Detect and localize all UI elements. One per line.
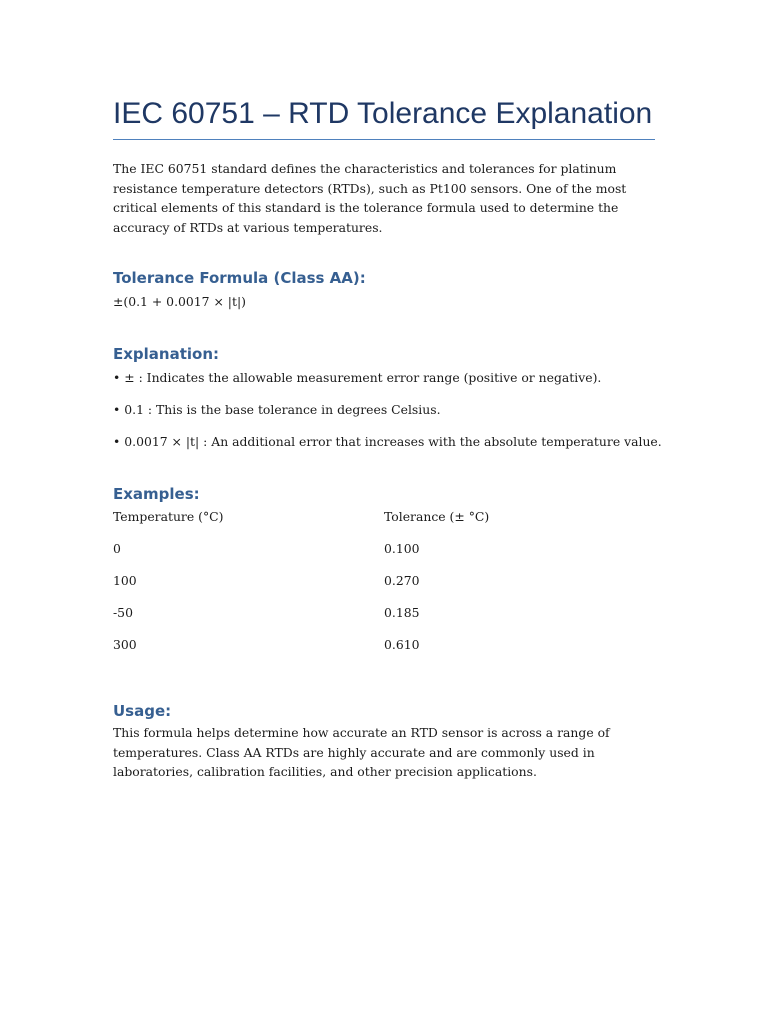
table-cell: 0 bbox=[113, 541, 121, 556]
usage-paragraph: This formula helps determine how accurate an RTD sensor is across a range of temperatures. Class AA RTDs are highly accurate and are commonly used in laboratories, calibration facilities, and other precision applications. bbox=[113, 725, 610, 779]
explanation-bullet: • 0.0017 × |t| : An additional error that increases with the absolute temperature value. bbox=[113, 434, 662, 449]
table-cell: 0.270 bbox=[384, 573, 420, 588]
column-header-temperature: Temperature (°C) bbox=[113, 509, 224, 524]
usage-heading: Usage: bbox=[113, 702, 172, 720]
table-cell: 300 bbox=[113, 637, 137, 652]
table-cell: 100 bbox=[113, 573, 137, 588]
explanation-heading: Explanation: bbox=[113, 345, 220, 363]
title-divider bbox=[113, 139, 655, 140]
table-cell: 0.100 bbox=[384, 541, 420, 556]
page-title: IEC 60751 – RTD Tolerance Explanation bbox=[113, 97, 653, 130]
table-cell: 0.185 bbox=[384, 605, 420, 620]
formula-heading: Tolerance Formula (Class AA): bbox=[113, 269, 366, 287]
explanation-bullet: • 0.1 : This is the base tolerance in degrees Celsius. bbox=[113, 402, 441, 417]
column-header-tolerance: Tolerance (± °C) bbox=[384, 509, 490, 524]
table-cell: -50 bbox=[113, 605, 133, 620]
examples-heading: Examples: bbox=[113, 485, 200, 503]
explanation-bullet: • ± : Indicates the allowable measurement error range (positive or negative). bbox=[113, 370, 602, 385]
formula-text: ±(0.1 + 0.0017 × |t|) bbox=[113, 294, 246, 309]
intro-paragraph: The IEC 60751 standard defines the characteristics and tolerances for platinum resistance temperature detectors (RTDs), such as Pt100 sensors. One of the most critical elements of this standard is the tolerance formula used to determine the accuracy of RTDs at various temperatures. bbox=[113, 161, 627, 235]
table-cell: 0.610 bbox=[384, 637, 420, 652]
